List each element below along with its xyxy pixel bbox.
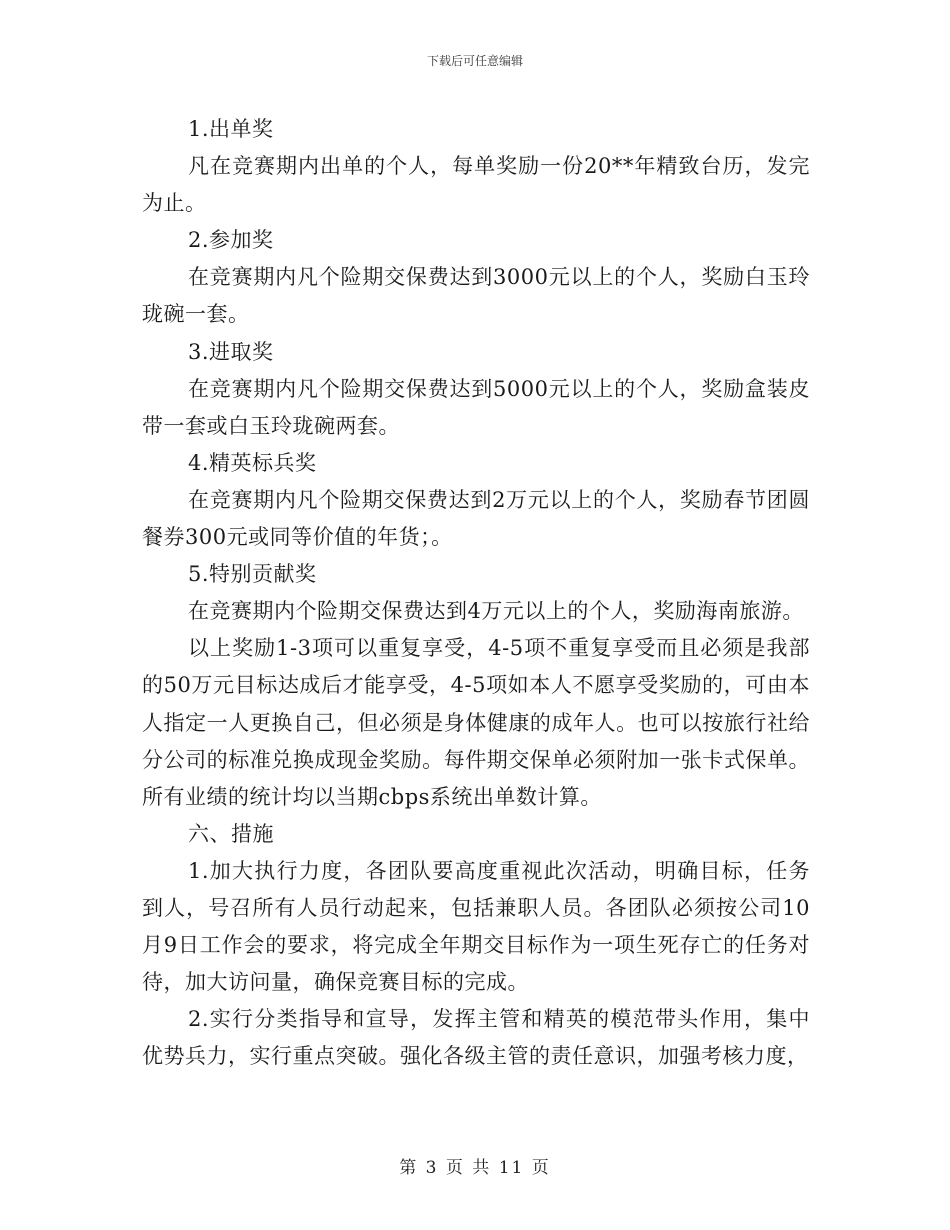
body-paragraph: 在竞赛期内凡个险期交保费达到3000元以上的个人，奖励白玉玲珑碗一套。 (142, 265, 810, 327)
body-paragraph: 在竞赛期内个险期交保费达到4万元以上的个人，奖励海南旅游。 (188, 599, 804, 624)
section-heading: 2.参加奖 (188, 228, 274, 253)
section-heading: 4.精英标兵奖 (188, 450, 317, 475)
body-paragraph: 2.实行分类指导和宣导，发挥主管和精英的模范带头作用，集中优势兵力，实行重点突破。强化各级主管的责任意识，加强考核力度， (142, 1007, 810, 1069)
section-heading: 六、措施 (188, 821, 274, 846)
page-footer: 第 3 页 共 11 页 (399, 1158, 551, 1178)
body-paragraph: 以上奖励1-3项可以重复享受，4-5项不重复享受而且必须是我部的50万元目标达成后才能享受，4-5项如本人不愿享受奖励的，可由本人指定一人更换自己，但必须是身体健康的成年人。也可以按旅行社给分公司的标准兑换成现金奖励。每件期交保单必须附加一张卡式保单。所有业绩的统计均以当期cbps系统出单数计算。 (142, 636, 810, 809)
body-paragraph: 在竞赛期内凡个险期交保费达到5000元以上的个人，奖励盒装皮带一套或白玉玲珑碗两套。 (142, 376, 810, 438)
body-paragraph: 1.加大执行力度，各团队要高度重视此次活动，明确目标，任务到人，号召所有人员行动起来，包括兼职人员。各团队必须按公司10月9日工作会的要求，将完成全年期交目标作为一项生死存亡的任务对待，加大访问量，确保竞赛目标的完成。 (142, 858, 810, 995)
section-heading: 3.进取奖 (188, 339, 274, 364)
page-header: 下载后可任意编辑 (426, 54, 523, 68)
section-heading: 1.出单奖 (188, 117, 274, 141)
document-body (142, 111, 810, 1075)
body-paragraph: 在竞赛期内凡个险期交保费达到2万元以上的个人，奖励春节团圆餐券300元或同等价值的年货；。 (142, 487, 810, 550)
body-paragraph: 凡在竞赛期内出单的个人，每单奖励一份20**年精致台历，发完为止。 (142, 154, 810, 216)
section-heading: 5.特别贡献奖 (188, 562, 317, 587)
